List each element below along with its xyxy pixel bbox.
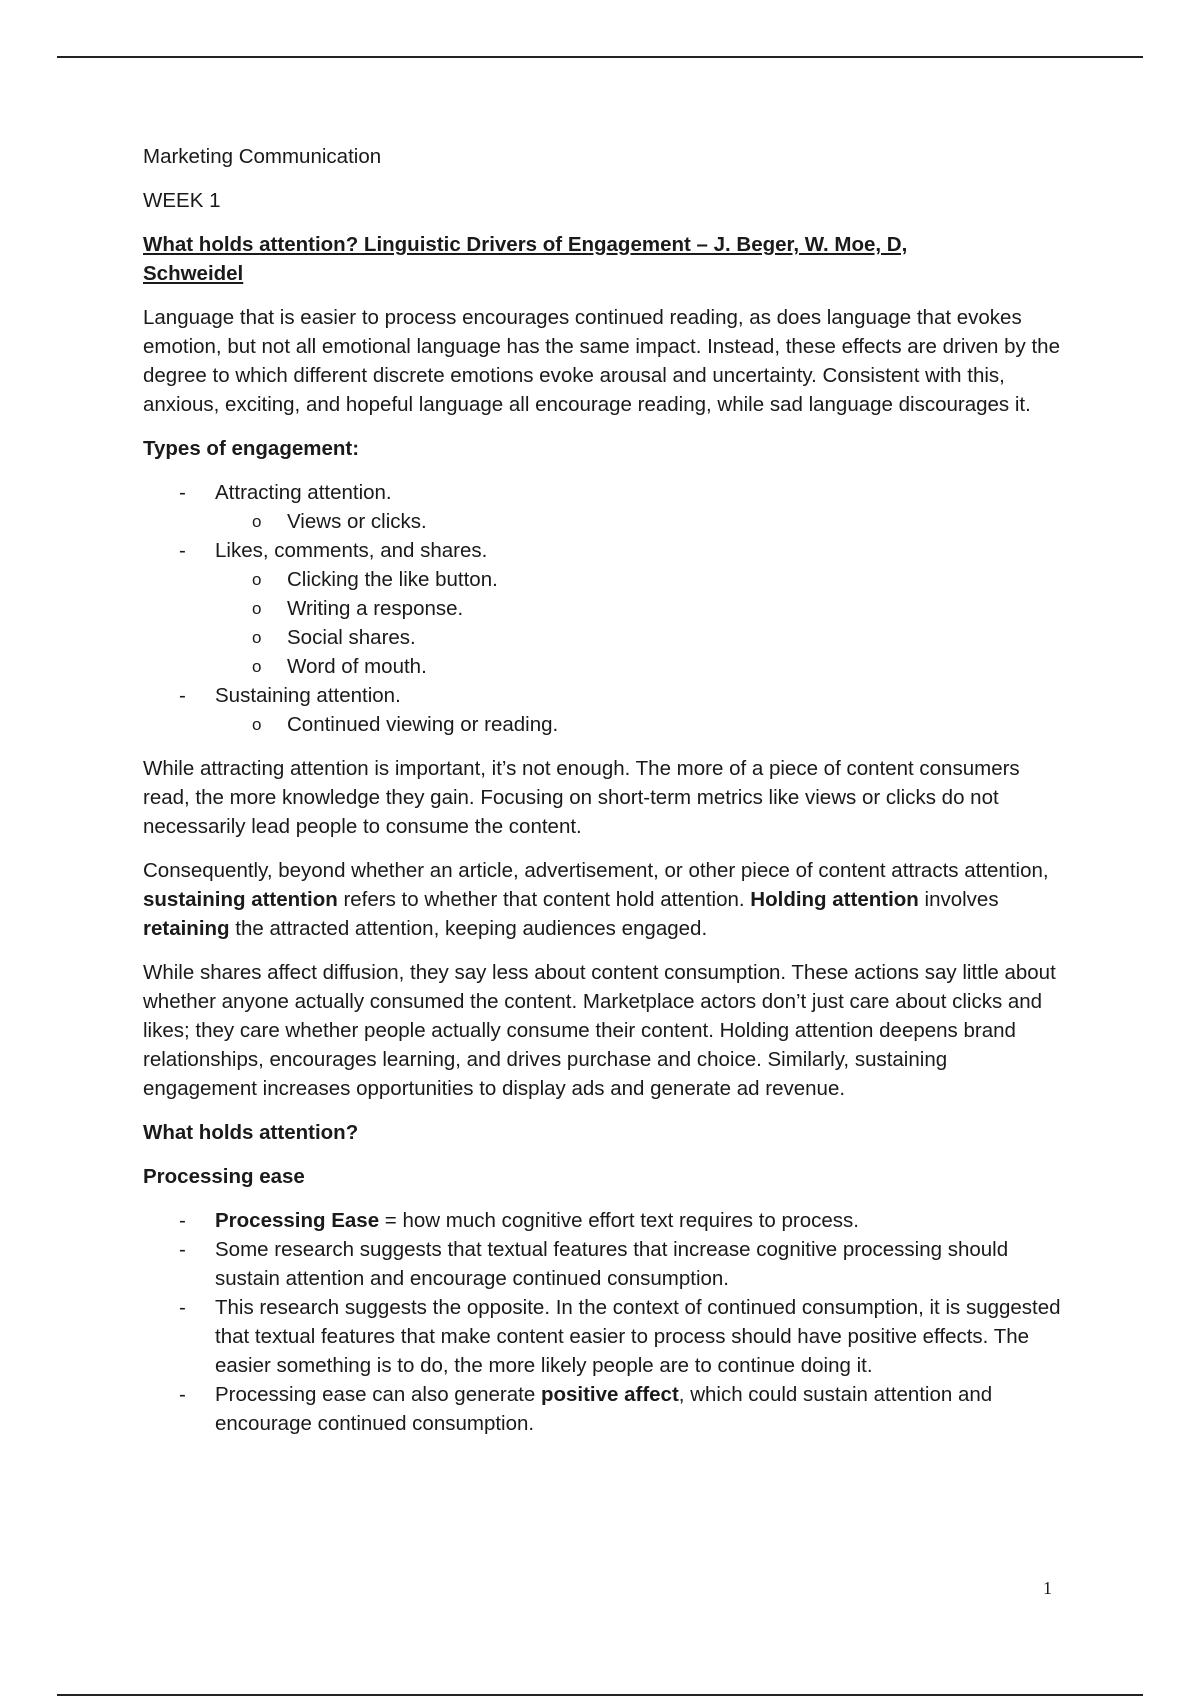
bold-term: sustaining attention [143, 888, 338, 911]
sub-list-item-label: Clicking the like button. [287, 568, 498, 591]
types-heading: Types of engagement: [143, 437, 360, 460]
list-item [143, 1235, 1063, 1293]
list-item-label: Sustaining attention. [215, 684, 401, 707]
text-run: = how much cognitive effort text requires to process. [379, 1209, 859, 1232]
paragraph-attracting-attention: While attracting attention is important, it’s not enough. The more of a piece of content consumers read, the more knowledge they gain. Focusing on short-term metrics like views or clicks do not necessarily lead people to consume the content. [143, 757, 1020, 838]
list-item-label: Some research suggests that textual features that increase cognitive processing should sustain attention and encourage continued consumption. [215, 1238, 1009, 1290]
list-item [143, 1206, 1063, 1235]
engagement-types-list [143, 478, 1063, 739]
article-heading-line-1: What holds attention? Linguistic Drivers of Engagement – J. Beger, W. Moe, D, [143, 233, 908, 256]
sub-list-item-label: Views or clicks. [287, 510, 427, 533]
sub-list-item [215, 623, 1063, 652]
circle-bullet: o [252, 599, 262, 618]
circle-bullet: o [252, 657, 262, 676]
list-item-label: This research suggests the opposite. In the context of continued consumption, it is suggested that textual features that make content easier to process should have positive effects. The easier something is to do, the more likely people are to continue doing it. [215, 1296, 1061, 1377]
sub-list [215, 710, 1063, 739]
text-run: refers to whether that content hold attention. [337, 888, 751, 911]
dash-bullet: - [179, 1238, 186, 1261]
bold-term: retaining [143, 917, 230, 940]
document-body [143, 142, 1063, 1453]
text-run: Consequently, beyond whether an article, advertisement, or other piece of content attracts attention, [143, 859, 1049, 882]
sub-list-item-label: Social shares. [287, 626, 416, 649]
processing-ease-heading: Processing ease [143, 1165, 305, 1188]
bold-term: positive affect [540, 1383, 679, 1406]
sub-list-item [215, 594, 1063, 623]
sub-list-item [215, 507, 1063, 536]
text-run: Processing ease can also generate [215, 1383, 541, 1406]
sub-list-item-label: Writing a response. [287, 597, 464, 620]
dash-bullet: - [179, 481, 186, 504]
list-item [143, 478, 1063, 536]
list-item-label: Likes, comments, and shares. [215, 539, 488, 562]
text-run: involves [918, 888, 999, 911]
header-rule [57, 56, 1143, 58]
dash-bullet: - [179, 1209, 186, 1232]
dash-bullet: - [179, 539, 186, 562]
text-run: , which could sustain attention and encourage continued consumption. [215, 1383, 993, 1435]
processing-ease-list [143, 1206, 1063, 1438]
sub-list-item [215, 710, 1063, 739]
footer-rule [57, 1694, 1143, 1696]
article-heading [143, 230, 1063, 288]
sub-list-item [215, 565, 1063, 594]
article-heading-line-2: Schweidel [143, 262, 244, 285]
list-item [143, 1380, 1063, 1438]
bold-term: Processing Ease [215, 1209, 380, 1232]
dash-bullet: - [179, 1296, 186, 1319]
dash-bullet: - [179, 1383, 186, 1406]
sub-list [215, 507, 1063, 536]
paragraph-sustaining-attention [143, 856, 1063, 943]
dash-bullet: - [179, 684, 186, 707]
week-label: WEEK 1 [143, 189, 221, 212]
intro-paragraph: Language that is easier to process encourages continued reading, as does language that evokes emotion, but not all emotional language has the same impact. Instead, these effects are driven by the degree to which different discrete emotions evoke arousal and uncertainty. Consistent with this, anxious, exciting, and hopeful language all encourage reading, while sad language discourages it. [143, 306, 1060, 416]
sub-list-item-label: Continued viewing or reading. [287, 713, 559, 736]
bold-term: Holding attention [750, 888, 919, 911]
list-item [143, 681, 1063, 739]
sub-list-item-label: Word of mouth. [287, 655, 427, 678]
what-holds-heading: What holds attention? [143, 1121, 359, 1144]
list-item [143, 536, 1063, 681]
list-item-label: Attracting attention. [215, 481, 392, 504]
sub-list-item [215, 652, 1063, 681]
circle-bullet: o [252, 715, 262, 734]
circle-bullet: o [252, 628, 262, 647]
circle-bullet: o [252, 570, 262, 589]
sub-list [215, 565, 1063, 681]
paragraph-shares-diffusion: While shares affect diffusion, they say less about content consumption. These actions say little about whether anyone actually consumed the content. Marketplace actors don’t just care about clicks and likes; they care whether people actually consume their content. Holding attention deepens brand relationships, encourages learning, and drives purchase and choice. Similarly, sustaining engagement increases opportunities to display ads and generate ad revenue. [143, 961, 1056, 1100]
circle-bullet: o [252, 512, 262, 531]
page-number: 1 [1043, 1578, 1052, 1598]
text-run: the attracted attention, keeping audiences engaged. [229, 917, 708, 940]
course-title: Marketing Communication [143, 145, 382, 168]
list-item [143, 1293, 1063, 1380]
